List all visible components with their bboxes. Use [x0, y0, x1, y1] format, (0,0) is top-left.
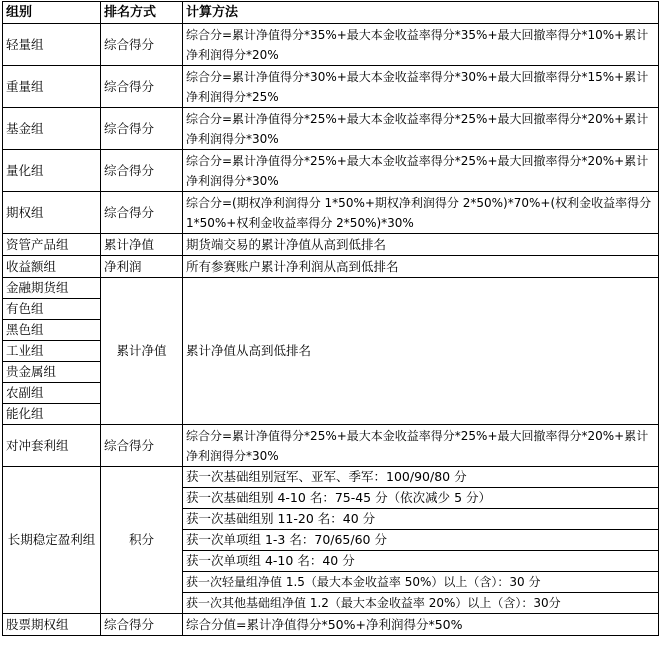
group-cell: 量化组 — [3, 150, 101, 192]
group-cell: 金融期货组 — [3, 278, 101, 299]
points-rule: 获一次其他基础组净值 1.2（最大本金收益率 20%）以上（含）：30分 — [183, 593, 659, 614]
formula-cell: 综合分=累计净值得分*30%+最大本金收益率得分*30%+最大回撤率得分*15%+累计净利润得分*25% — [183, 66, 659, 108]
formula-cell: 综合分=(期权净利润得分 1*50%+期权净利润得分 2*50%)*70%+(权利金收益率得分 1*50%+权利金收益率得分 2*50%)*30% — [183, 192, 659, 234]
method-cell: 综合得分 — [101, 192, 183, 234]
table-row — [3, 467, 659, 488]
points-rule: 获一次基础组别 11-20 名：40 分 — [183, 509, 659, 530]
header-group: 组别 — [3, 2, 101, 24]
formula-cell: 累计净值从高到低排名 — [183, 278, 659, 425]
table-row — [3, 108, 659, 150]
points-rule: 获一次单项组 1-3 名：70/65/60 分 — [183, 530, 659, 551]
formula-cell: 综合分=累计净值得分*25%+最大本金收益率得分*25%+最大回撤率得分*20%+累计净利润得分*30% — [183, 108, 659, 150]
header-row — [3, 2, 659, 24]
table-row — [3, 150, 659, 192]
group-cell: 能化组 — [3, 404, 101, 425]
points-rule: 获一次单项组 4-10 名：40 分 — [183, 551, 659, 572]
formula-cell: 所有参赛账户累计净利润从高到低排名 — [183, 256, 659, 278]
method-cell: 净利润 — [101, 256, 183, 278]
header-calculation: 计算方法 — [183, 2, 659, 24]
group-cell: 对冲套利组 — [3, 425, 101, 467]
method-cell: 综合得分 — [101, 150, 183, 192]
ranking-rules-table — [2, 1, 659, 636]
table-row — [3, 425, 659, 467]
method-cell: 累计净值 — [101, 278, 183, 425]
table-row — [3, 256, 659, 278]
group-cell: 资管产品组 — [3, 234, 101, 256]
method-cell: 积分 — [101, 467, 183, 614]
formula-cell: 综合分=累计净值得分*25%+最大本金收益率得分*25%+最大回撤率得分*20%+累计净利润得分*30% — [183, 150, 659, 192]
method-cell: 综合得分 — [101, 614, 183, 636]
group-cell: 农副组 — [3, 383, 101, 404]
method-cell: 综合得分 — [101, 24, 183, 66]
formula-cell: 期货端交易的累计净值从高到低排名 — [183, 234, 659, 256]
table-row — [3, 66, 659, 108]
group-cell: 股票期权组 — [3, 614, 101, 636]
table-row — [3, 192, 659, 234]
group-cell: 长期稳定盈利组 — [3, 467, 101, 614]
points-rule: 获一次基础组别冠军、亚军、季军：100/90/80 分 — [183, 467, 659, 488]
table-row — [3, 278, 659, 299]
formula-cell: 综合分=累计净值得分*25%+最大本金收益率得分*25%+最大回撤率得分*20%+累计净利润得分*30% — [183, 425, 659, 467]
group-cell: 黑色组 — [3, 320, 101, 341]
group-cell: 工业组 — [3, 341, 101, 362]
formula-cell: 综合分=累计净值得分*35%+最大本金收益率得分*35%+最大回撤率得分*10%+累计净利润得分*20% — [183, 24, 659, 66]
group-cell: 有色组 — [3, 299, 101, 320]
group-cell: 期权组 — [3, 192, 101, 234]
method-cell: 综合得分 — [101, 66, 183, 108]
formula-cell: 综合分值=累计净值得分*50%+净利润得分*50% — [183, 614, 659, 636]
group-cell: 基金组 — [3, 108, 101, 150]
group-cell: 重量组 — [3, 66, 101, 108]
group-cell: 轻量组 — [3, 24, 101, 66]
header-ranking-method: 排名方式 — [101, 2, 183, 24]
group-cell: 贵金属组 — [3, 362, 101, 383]
method-cell: 综合得分 — [101, 108, 183, 150]
table-row — [3, 24, 659, 66]
method-cell: 累计净值 — [101, 234, 183, 256]
table-row — [3, 614, 659, 636]
points-rule: 获一次轻量组净值 1.5（最大本金收益率 50%）以上（含）：30 分 — [183, 572, 659, 593]
table-row — [3, 234, 659, 256]
points-rule: 获一次基础组别 4-10 名：75-45 分（依次减少 5 分） — [183, 488, 659, 509]
method-cell: 综合得分 — [101, 425, 183, 467]
group-cell: 收益额组 — [3, 256, 101, 278]
